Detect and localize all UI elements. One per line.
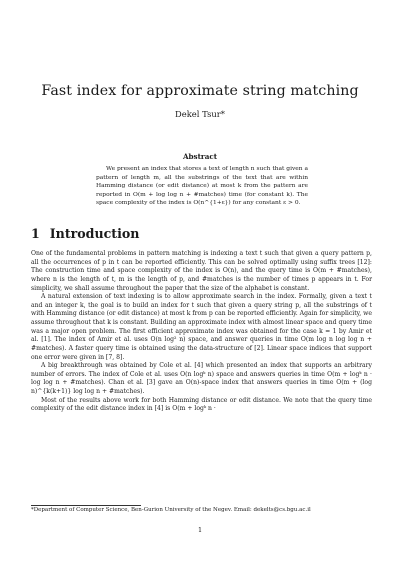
- section-heading: [31, 227, 149, 241]
- section-body: [31, 250, 372, 414]
- paragraph: Most of the results above work for both Hamming distance or edit distance. We note that the query time complexity of the edit distance index in [4] is O(m + logᵏ n ·: [31, 396, 372, 413]
- abstract-body: [96, 165, 308, 208]
- paragraph: One of the fundamental problems in pattern matching is indexing a text t such that given a query pattern p, all the occurrences of p in t can be reported efficiently. This can be solved optimally using suffix trees [12]: The construction time and space complexity of the index is O(n), and the query time is O(m + #matches), where n is the length of t, m is the length of p, and #matches is the number of times p appears in t. For simplicity, we shall assume throughout the paper that the size of the alphabet is constant.: [31, 250, 372, 292]
- paper-title: Fast index for approximate string matching: [41, 83, 359, 99]
- author-name: Dekel Tsur*: [175, 109, 225, 119]
- abstract-heading: Abstract: [182, 152, 218, 161]
- footnote: *Department of Computer Science, Ben-Gurion University of the Negev. Email: dekelts@cs.bgu.ac.il: [31, 507, 311, 513]
- page-number: 1: [197, 526, 203, 534]
- section-title: Introduction: [49, 226, 140, 241]
- paragraph: A natural extension of text indexing is to allow approximate search in the index. Formally, given a text t and an integer k, the goal is to build an index for t such that given a query string p, all the substrings of t with Hamming distance (or edit distance) at most k from p can be reported efficiently. Again for simplicity, we assume throughout that k is constant. Building an approximate index with almost linear space and query time was a major open problem. The first efficient approximate index was obtained for the case k = 1 by Amir et al. [1]. The index of Amir et al. uses O(n log² n) space, and answer queries in time O(m log n log log n + #matches). A faster query time is obtained using the data-structure of [2]. Linear space indices that support one error were given in [7, 8].: [31, 293, 372, 361]
- footnote-rule: [31, 505, 141, 506]
- abstract-text: We present an index that stores a text of length n such that given a pattern of length m, all the substrings of the text that are within Hamming distance (or edit distance) at most k from the pattern are reported in O(m + log log n + #matches) time (for constant k). The space complexity of the index is O(n^{1+ε}) for any constant ε > 0.: [96, 166, 308, 207]
- paragraph: A big breakthrough was obtained by Cole et al. [4] which presented an index that supports an arbitrary number of errors. The index of Cole et al. uses O(n logᵏ n) space and answers queries in time O(m + logᵏ n · log log n + #matches). Chan et al. [3] gave an O(n)-space index that answers queries in time O(m + (log n)^{k(k+1)} log log n + #matches).: [31, 362, 372, 395]
- section-number: 1: [31, 226, 40, 241]
